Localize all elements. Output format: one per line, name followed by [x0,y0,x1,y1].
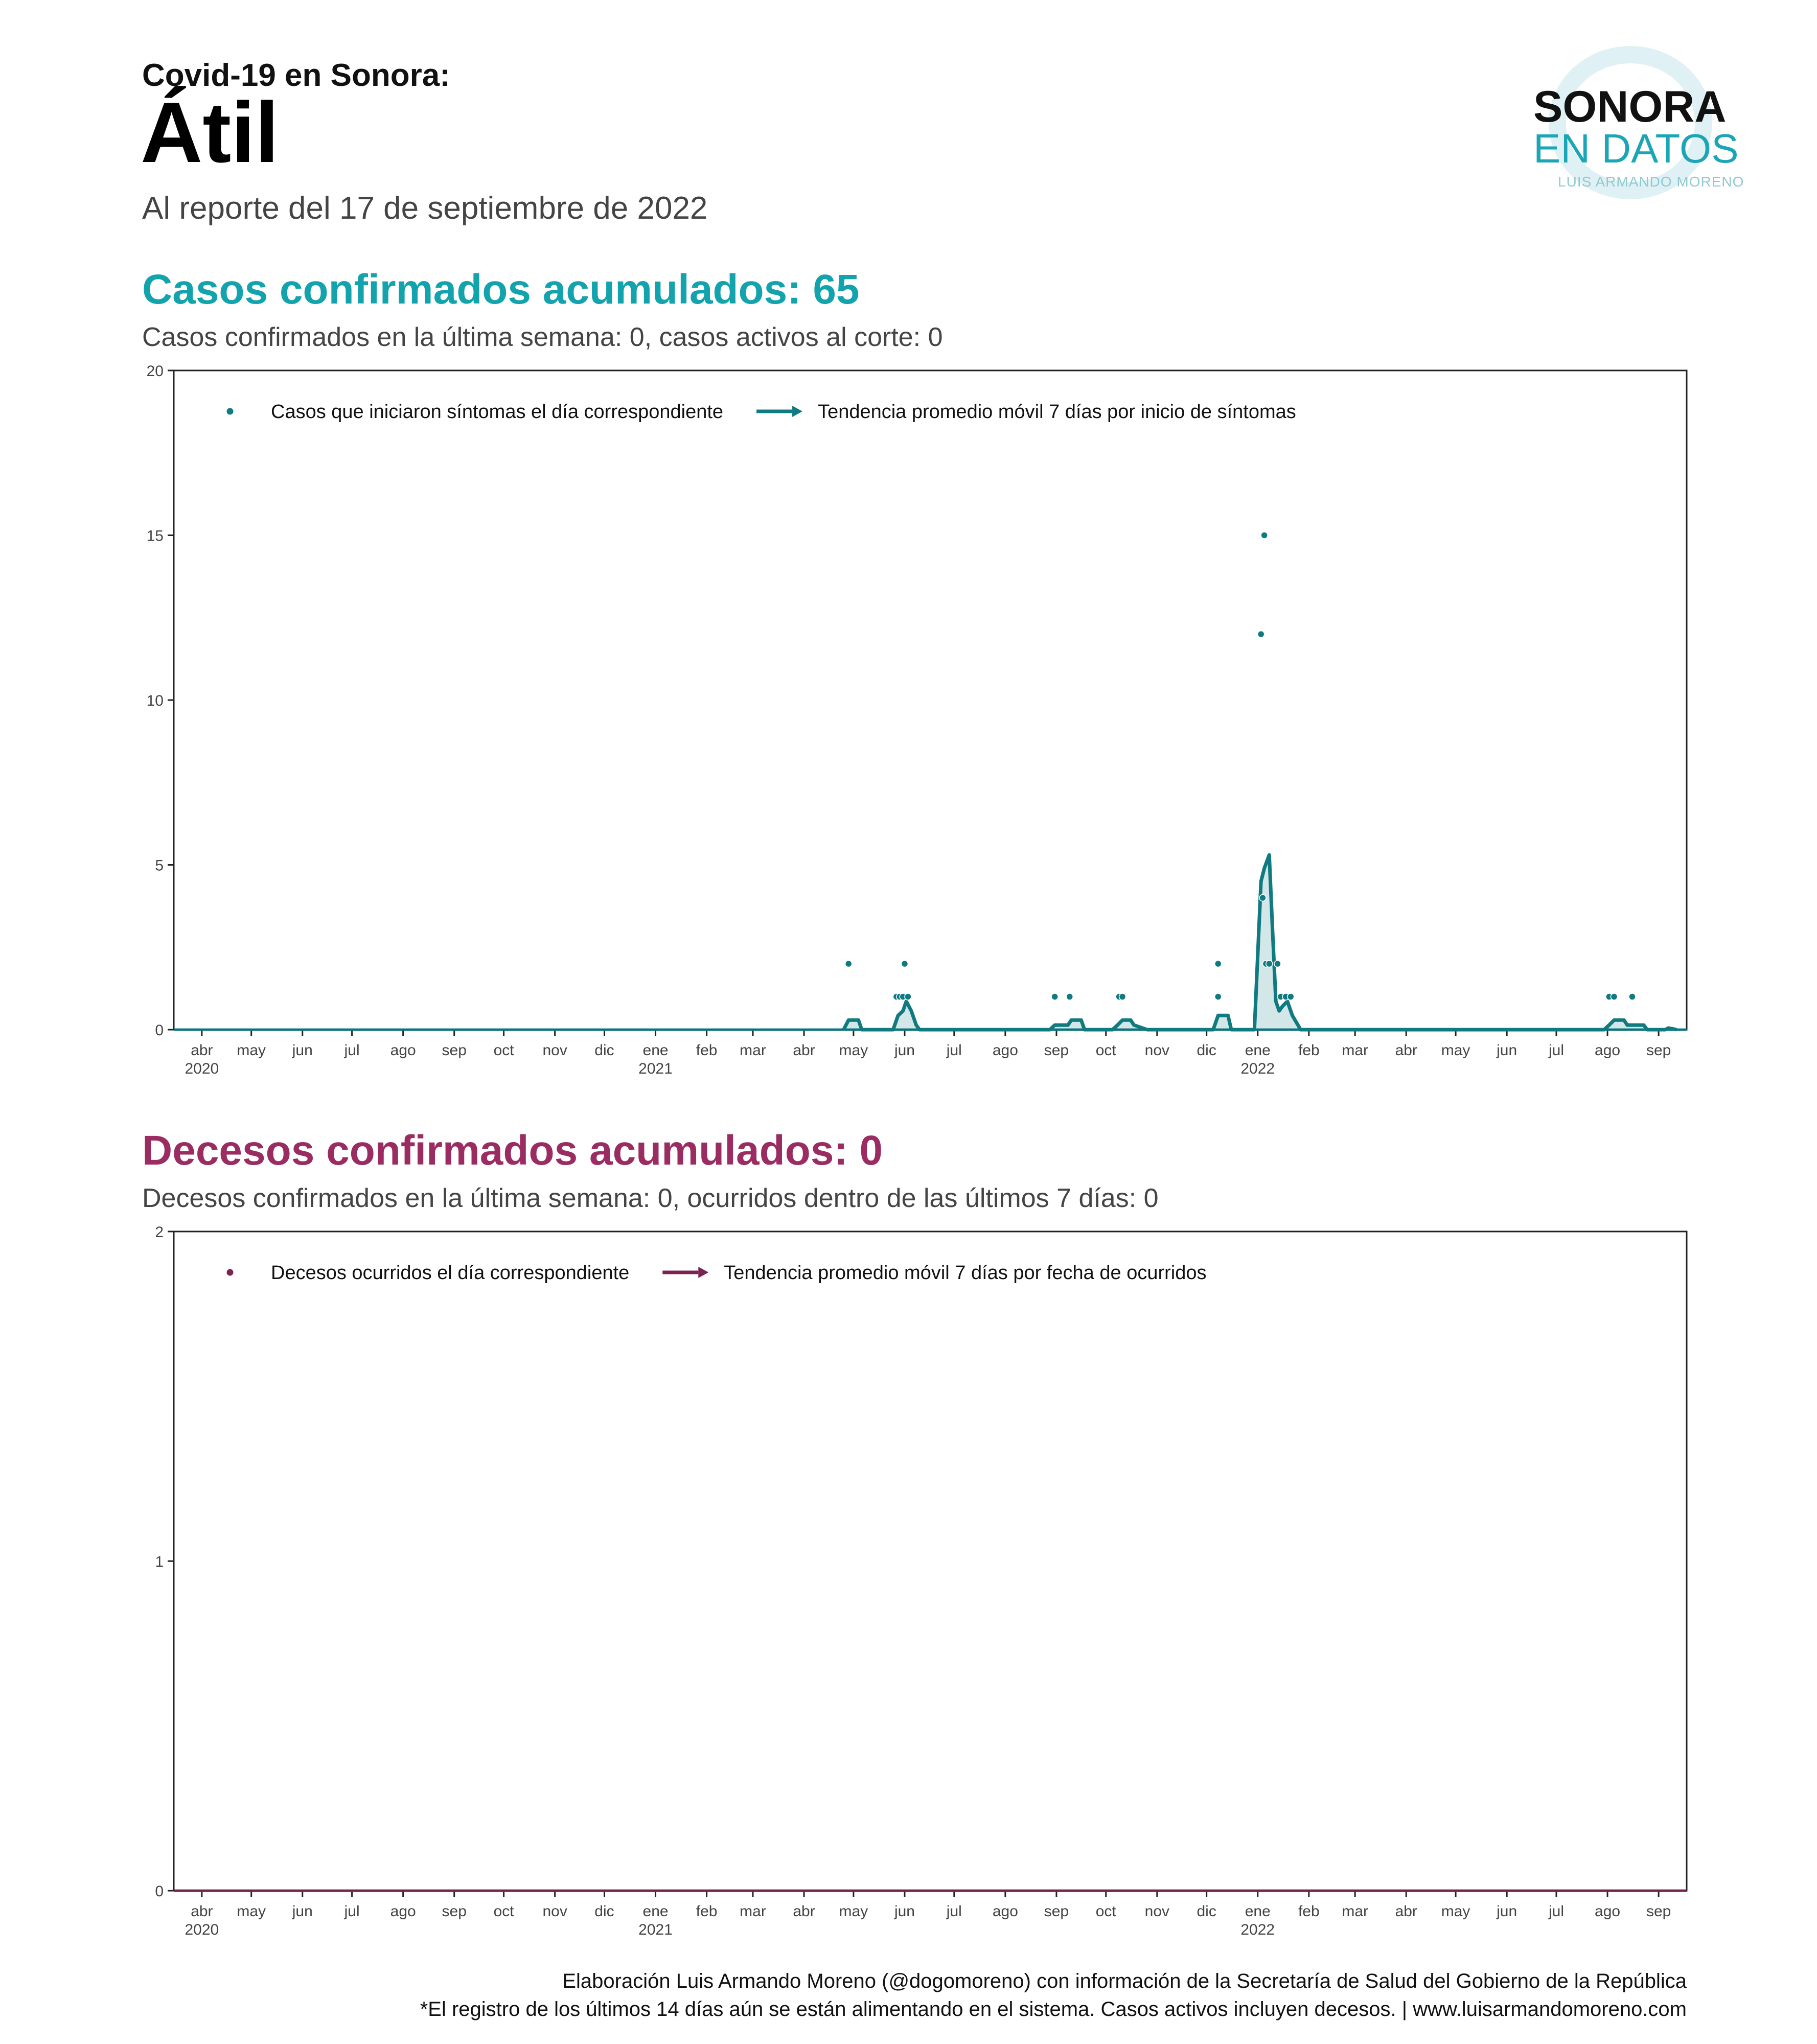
deaths-x-tick-label: mar [740,1903,766,1920]
cases-data-point [1119,993,1126,1000]
deaths-x-tick-label: ago [992,1903,1018,1920]
deaths-x-tick-label: nov [1144,1903,1170,1920]
deaths-x-tick-label: sep [1646,1903,1671,1920]
logo-line-2: EN DATOS [1533,126,1739,171]
cases-x-tick-label: ago [390,1042,416,1059]
deaths-year-label: 2021 [638,1921,673,1938]
deaths-x-tick-label: ago [1595,1903,1621,1920]
deaths-year-label: 2022 [1240,1921,1275,1938]
deaths-x-tick-label: may [1441,1903,1470,1920]
cases-data-point [901,961,908,967]
cases-x-tick-label: jun [894,1042,915,1059]
deaths-x-tick-label: dic [1197,1903,1216,1920]
deaths-x-tick-label: abr [191,1903,213,1920]
cases-data-point [1215,993,1222,1000]
cases-y-tick-label: 15 [146,527,164,545]
cases-data-point [1611,993,1617,1000]
cases-chart [0,358,1817,1077]
deaths-x-tick-label: jul [946,1903,962,1920]
deaths-x-tick-label: jun [894,1903,915,1920]
cases-x-tick-label: sep [1044,1042,1069,1059]
cases-x-tick-label: may [237,1042,266,1059]
deaths-x-tick-label: oct [493,1903,514,1920]
cases-x-tick-label: feb [696,1042,718,1059]
cases-data-point [1066,993,1073,1000]
deaths-x-tick-label: may [237,1903,266,1920]
municipality-title: Átil [141,84,279,180]
deaths-legend-point-key [227,1269,234,1276]
logo-line-3: LUIS ARMANDO MORENO [1558,174,1744,190]
cases-legend-line: Tendencia promedio móvil 7 días por inicio de síntomas [818,401,1296,423]
cases-legend-arrow-head [792,406,802,417]
deaths-y-tick-label: 1 [155,1553,164,1570]
footer-credit: Elaboración Luis Armando Moreno (@dogomoreno) con información de la Secretaría de Salud del Gobierno de la República [562,1970,1687,1992]
cases-x-tick-label: oct [493,1042,514,1059]
cases-x-tick-label: feb [1298,1042,1320,1059]
deaths-x-tick-label: sep [1044,1903,1069,1920]
deaths-x-tick-label: may [839,1903,868,1920]
cases-x-tick-label: dic [594,1042,614,1059]
cases-x-tick-label: ene [1245,1042,1271,1059]
cases-data-point [1274,961,1281,967]
deaths-x-tick-label: jun [1497,1903,1517,1920]
deaths-x-tick-label: ene [1245,1903,1271,1920]
cases-data-point [1261,532,1268,539]
footer-note: *El registro de los últimos 14 días aún se están alimentando en el sistema. Casos activos incluyen decesos. | www.luisarmandomoreno.com [420,1998,1687,2020]
deaths-x-tick-label: abr [1395,1903,1417,1920]
logo-line-1: SONORA [1533,82,1727,131]
deaths-x-tick-label: jul [344,1903,360,1920]
deaths-chart [0,1219,1817,1938]
deaths-y-tick-label: 0 [155,1883,164,1900]
cases-x-tick-label: nov [542,1042,567,1059]
deaths-subtitle: Decesos confirmados en la última semana: 0, ocurridos dentro de las últimos 7 días: 0 [142,1183,1159,1213]
deaths-x-tick-label: jun [292,1903,313,1920]
cases-x-tick-label: jul [1548,1042,1565,1059]
deaths-legend-arrow-head [698,1267,708,1278]
cases-x-tick-label: ago [1595,1042,1621,1059]
cases-x-tick-label: oct [1095,1042,1116,1059]
cases-title: Casos confirmados acumulados: 65 [142,266,860,313]
cases-y-tick-label: 5 [155,857,164,874]
cases-data-point [905,993,911,1000]
cases-x-tick-label: mar [740,1042,766,1059]
cases-x-tick-label: jun [292,1042,313,1059]
deaths-x-tick-label: sep [442,1903,467,1920]
cases-x-tick-label: mar [1342,1042,1369,1059]
deaths-x-tick-label: ene [642,1903,669,1920]
cases-x-tick-label: ene [642,1042,669,1059]
cases-year-label: 2021 [638,1060,673,1077]
deaths-x-tick-label: mar [1342,1903,1369,1920]
cases-x-tick-label: sep [1646,1042,1671,1059]
cases-x-tick-label: dic [1197,1042,1216,1059]
deaths-x-tick-label: feb [696,1903,718,1920]
cases-x-tick-label: abr [191,1042,213,1059]
cases-y-tick-label: 0 [155,1022,164,1039]
cases-x-tick-label: jul [344,1042,360,1059]
cases-data-point [1051,993,1058,1000]
cases-x-tick-label: sep [442,1042,467,1059]
cases-y-tick-label: 10 [146,692,164,709]
cases-legend-point-key [227,408,234,415]
deaths-x-tick-label: abr [793,1903,815,1920]
cases-x-tick-label: ago [992,1042,1018,1059]
cases-x-tick-label: may [839,1042,868,1059]
cases-legend-points: Casos que iniciaron síntomas el día correspondiente [271,401,724,423]
deaths-plot-frame [174,1232,1687,1891]
cases-subtitle: Casos confirmados en la última semana: 0, casos activos al corte: 0 [142,322,943,352]
cases-data-point [1287,993,1294,1000]
deaths-x-tick-label: oct [1095,1903,1116,1920]
deaths-legend-points: Decesos ocurridos el día correspondiente [271,1262,630,1284]
deaths-year-label: 2020 [185,1921,219,1938]
cases-x-tick-label: jul [946,1042,962,1059]
deaths-x-tick-label: feb [1298,1903,1320,1920]
cases-data-point [1258,631,1264,638]
sonora-en-datos-logo [1528,41,1743,210]
cases-x-tick-label: abr [793,1042,815,1059]
cases-data-point [1259,895,1266,901]
cases-plot-frame [174,370,1687,1030]
cases-x-tick-label: jun [1497,1042,1517,1059]
cases-x-tick-label: abr [1395,1042,1417,1059]
cases-year-label: 2022 [1240,1060,1275,1077]
deaths-legend-line: Tendencia promedio móvil 7 días por fecha de ocurridos [724,1262,1207,1284]
kicker-title: Covid-19 en Sonora: [142,58,450,93]
deaths-title: Decesos confirmados acumulados: 0 [142,1127,883,1174]
cases-year-label: 2020 [185,1060,219,1077]
deaths-x-tick-label: jul [1548,1903,1565,1920]
cases-data-point [845,961,852,967]
cases-data-point [1629,993,1636,1000]
deaths-x-tick-label: ago [390,1903,416,1920]
cases-data-point [1215,961,1222,967]
cases-x-tick-label: may [1441,1042,1470,1059]
cases-y-tick-label: 20 [146,363,164,380]
deaths-x-tick-label: dic [594,1903,614,1920]
cases-data-point [1266,961,1273,967]
cases-x-tick-label: nov [1144,1042,1170,1059]
deaths-y-tick-label: 2 [155,1224,164,1241]
report-date: Al reporte del 17 de septiembre de 2022 [142,191,708,226]
deaths-x-tick-label: nov [542,1903,567,1920]
